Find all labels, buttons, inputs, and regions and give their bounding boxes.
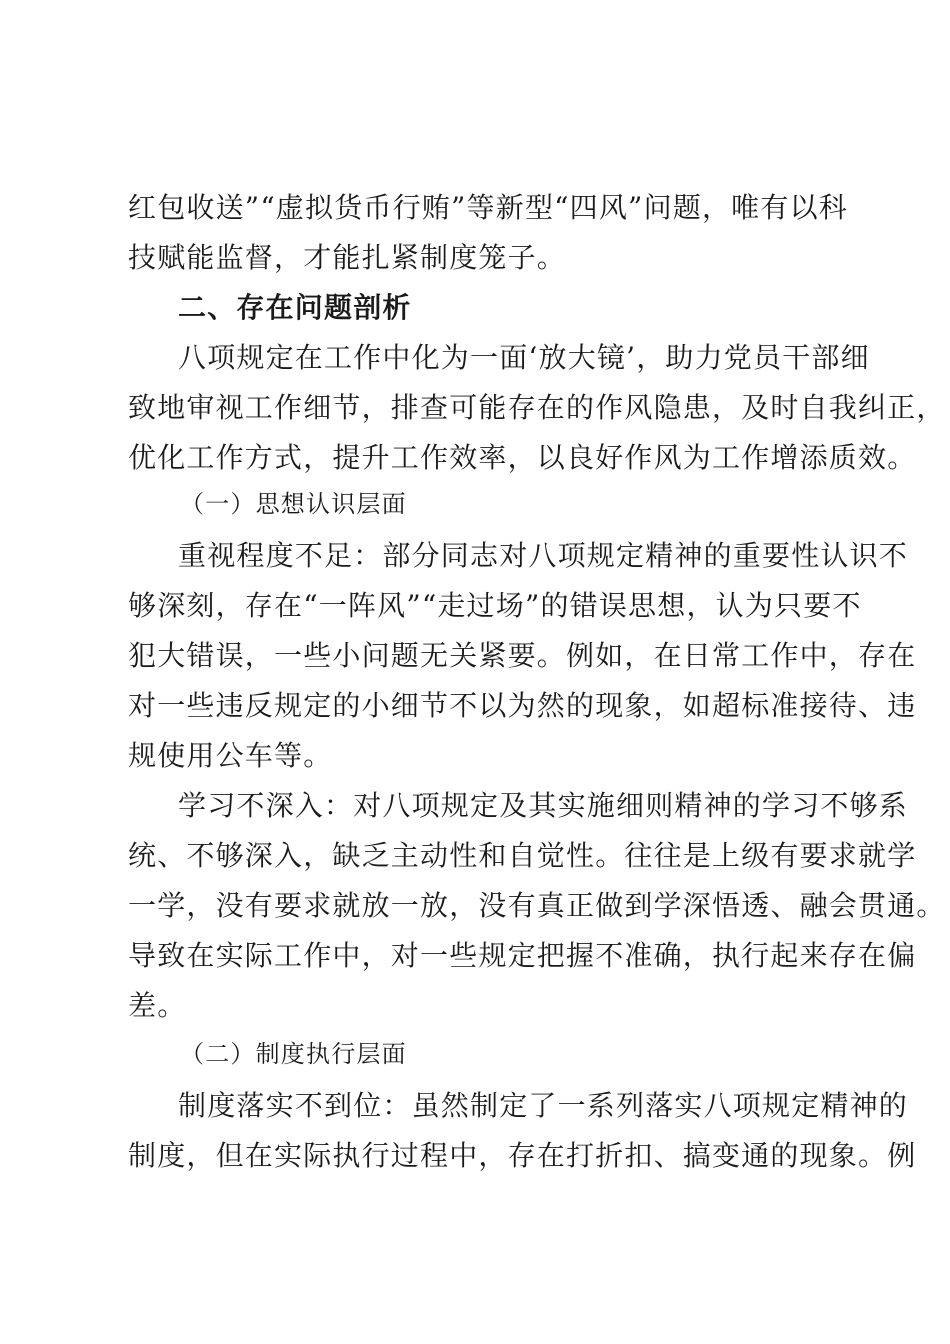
body-text-line: 犯大错误，一些小问题无关紧要。例如，在日常工作中，存在 xyxy=(128,639,917,672)
body-text-line: 重视程度不足：部分同志对八项规定精神的重要性认识不 xyxy=(178,539,909,572)
body-text-line: 八项规定在工作中化为一面‘放大镜’，助力党员干部细 xyxy=(178,341,870,374)
body-text-line: 红包收送”“虚拟货币行贿”等新型“四风”问题，唯有以科 xyxy=(128,191,848,224)
body-text-line: 技赋能监督，才能扎紧制度笼子。 xyxy=(128,241,567,274)
body-text-line: 制度，但在实际执行过程中，存在打折扣、搞变通的现象。例 xyxy=(128,1139,917,1172)
body-text-line: 优化工作方式，提升工作效率，以良好作风为工作增添质效。 xyxy=(128,441,917,474)
subsection-heading: （一）思想认识层面 xyxy=(180,490,407,518)
body-text-line: 统、不够深入，缺乏主动性和自觉性。往往是上级有要求就学 xyxy=(128,839,917,872)
body-text-line: 学习不深入：对八项规定及其实施细则精神的学习不够系 xyxy=(178,789,909,822)
body-text-line: 导致在实际工作中，对一些规定把握不准确，执行起来存在偏 xyxy=(128,939,917,972)
body-text-line: 一学，没有要求就放一放，没有真正做到学深悟透、融会贯通。 xyxy=(128,889,946,922)
body-text-line: 致地审视工作细节，排查可能存在的作风隐患，及时自我纠正， xyxy=(128,391,946,424)
body-text-line: 够深刻，存在“一阵风”“走过场”的错误思想，认为只要不 xyxy=(128,589,862,622)
body-text-line: 差。 xyxy=(128,989,187,1022)
body-text-line: 对一些违反规定的小细节不以为然的现象，如超标准接待、违 xyxy=(128,689,917,722)
body-text-line: 规使用公车等。 xyxy=(128,739,333,772)
section-heading: 二、存在问题剖析 xyxy=(178,291,412,324)
subsection-heading: （二）制度执行层面 xyxy=(180,1040,407,1068)
body-text-line: 制度落实不到位：虽然制定了一系列落实八项规定精神的 xyxy=(178,1089,909,1122)
